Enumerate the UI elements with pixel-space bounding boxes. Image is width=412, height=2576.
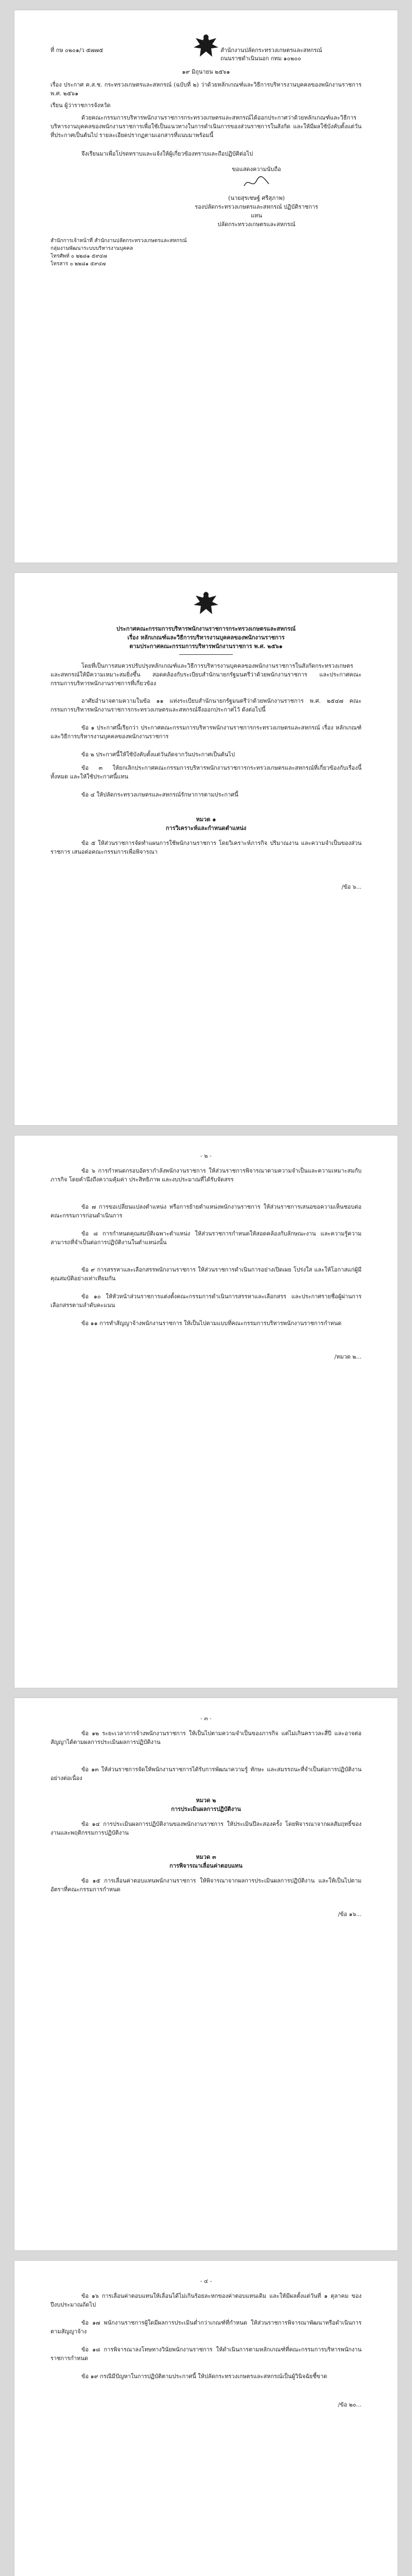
- continuation-marker: /ข้อ ๑๖...: [338, 1911, 362, 1918]
- chapter-title-2: การพิจารณาเลื่อนค่าตอบแทน: [169, 1862, 243, 1869]
- handwritten-signature-icon: [241, 174, 272, 191]
- clause-2: ข้อ ๒ ประกาศนี้ให้ใช้บังคับตั้งแต่วันถัดจากวันประกาศเป็นต้นไป: [81, 751, 235, 758]
- signer-name: (นายสุรเชษฐ์ ศรีสุภาพ): [228, 195, 285, 201]
- document-page-5: [14, 2261, 398, 2576]
- page-number: - ๒ -: [200, 1153, 212, 1159]
- clause-17: ข้อ ๑๗ พนักงานราชการผู้ใดมีผลการประเมินต่ำกว่าเกณฑ์ที่กำหนด ให้ส่วนราชการพิจารณาพัฒนาหรือดำเนินการตามสัญญาจ้าง: [50, 2319, 362, 2335]
- letter-subject: เรื่อง ประกาศ ค.ส.ช. กระทรวงเกษตรและสหกรณ์ (ฉบับที่ ๒) ว่าด้วยหลักเกณฑ์และวิธีการบริหารงานบุคคลของพนักงานราชการ พ.ศ. ๒๕๖๑: [50, 81, 362, 97]
- chapter-heading-2: หมวด ๓: [196, 1854, 216, 1860]
- issuer-line: สำนักงานปลัดกระทรวงเกษตรและสหกรณ์: [220, 47, 322, 54]
- letter-body-2: จึงเรียนมาเพื่อโปรดทราบและแจ้งให้ผู้เกี่ยวข้องทราบและถือปฏิบัติต่อไป: [81, 150, 253, 157]
- chapter-title: การวิเคราะห์และกำหนดตำแหน่ง: [165, 825, 247, 832]
- document-page-4: [14, 1698, 398, 2250]
- chapter-heading: หมวด ๒: [196, 1797, 216, 1804]
- closing-text: ขอแสดงความนับถือ: [232, 166, 281, 173]
- footer-phone: โทรศัพท์ ๐ ๒๒๘๑ ๕๙๔๗: [50, 253, 107, 259]
- clause-13: ข้อ ๑๓ ให้ส่วนราชการจัดให้พนักงานราชการได้รับการพัฒนาความรู้ ทักษะ และสมรรถนะที่จำเป็นต่อการปฏิบัติงานอย่างต่อเนื่อง: [50, 1766, 362, 1782]
- clause-12: ข้อ ๑๒ ระยะเวลาการจ้างพนักงานราชการ ให้เป็นไปตามความจำเป็นของภารกิจ แต่ไม่เกินคราวละสี่ปี และอาจต่อสัญญาได้ตามผลการประเมินผลการปฏิบัติงาน: [50, 1730, 362, 1745]
- clause-11: ข้อ ๑๑ การทำสัญญาจ้างพนักงานราชการ ให้เป็นไปตามแบบที่คณะกรรมการบริหารพนักงานราชการกำหนด: [81, 1320, 342, 1327]
- continuation-marker: /หมวด ๒...: [334, 1353, 362, 1360]
- letter-recipient: เรียน ผู้ว่าราชการจังหวัด: [50, 102, 111, 109]
- page-number: - ๔ -: [200, 2278, 212, 2284]
- clause-3: ข้อ ๓ ให้ยกเลิกประกาศคณะกรรมการบริหารพนักงานราชการกระทรวงเกษตรและสหกรณ์ที่เกี่ยวข้องกับเรื่องนี้ทั้งหมด และให้ใช้ประกาศนี้แทน: [50, 765, 362, 780]
- footer-fax: โทรสาร ๐ ๒๒๘๑ ๕๙๔๗: [50, 261, 106, 267]
- chapter-heading: หมวด ๑: [196, 816, 216, 823]
- document-page-3: [14, 1136, 398, 1688]
- clause-8: ข้อ ๘ การกำหนดคุณสมบัติเฉพาะตำแหน่ง ให้ส่วนราชการกำหนดให้สอดคล้องกับลักษณะงาน และความรู้ความสามารถที่จำเป็นต่อการปฏิบัติงานในตำแหน่งนั้น: [50, 1230, 362, 1246]
- signer-title-1: รองปลัดกระทรวงเกษตรและสหกรณ์ ปฏิบัติราชการแทน: [195, 204, 318, 219]
- announcement-title-3: ตามประกาศคณะกรรมการบริหารพนักงานราชการ พ.ศ. ๒๕๖๑: [129, 643, 283, 650]
- clause-19: ข้อ ๑๙ กรณีมีปัญหาในการปฏิบัติตามประกาศนี้ ให้ปลัดกระทรวงเกษตรและสหกรณ์เป็นผู้วินิจฉัยชี้ขาด: [81, 2373, 328, 2380]
- clause-6: ข้อ ๖ การกำหนดกรอบอัตรากำลังพนักงานราชการ ให้ส่วนราชการพิจารณาตามความจำเป็นและความเหมาะสมกับภารกิจ โดยคำนึงถึงความคุ้มค่า ประสิทธิภาพ และงบประมาณที่ได้รับจัดสรร: [50, 1167, 362, 1183]
- footer-office: สำนักการเจ้าหน้าที่ สำนักงานปลัดกระทรวงเกษตรและสหกรณ์: [50, 238, 187, 244]
- letter-body-1: ด้วยคณะกรรมการบริหารพนักงานราชการกระทรวงเกษตรและสหกรณ์ได้ออกประกาศว่าด้วยหลักเกณฑ์และวิธีการบริหารงานบุคคลของพนักงานราชการเพื่อใช้เป็นแนวทางในการดำเนินการของส่วนราชการในสังกัด และให้มีผลใช้บังคับตั้งแต่วันที่ประกาศเป็นต้นไป รายละเอียดปรากฏตามเอกสารที่แนบมาพร้อมนี้: [50, 114, 362, 139]
- clause-7: ข้อ ๗ การขอเปลี่ยนแปลงตำแหน่ง หรือการย้ายตำแหน่งพนักงานราชการ ให้ส่วนราชการเสนอขอความเห็นชอบต่อคณะกรรมการก่อนดำเนินการ: [50, 1204, 362, 1219]
- clause-14: ข้อ ๑๔ การประเมินผลการปฏิบัติงานของพนักงานราชการ ให้ประเมินปีละสองครั้ง โดยพิจารณาจากผลสัมฤทธิ์ของงานและพฤติกรรมการปฏิบัติงาน: [50, 1821, 362, 1836]
- garuda-emblem-icon: [192, 31, 220, 62]
- address-line: ถนนราชดำเนินนอก กทม ๑๐๒๐๐: [220, 55, 301, 62]
- clause-18: ข้อ ๑๘ การพิจารณาลงโทษทางวินัยพนักงานราชการ ให้ดำเนินการตามหลักเกณฑ์ที่คณะกรรมการบริหารพนักงานราชการกำหนด: [50, 2346, 362, 2362]
- letter-date: ๑๙ มิถุนายน ๒๕๖๑: [182, 69, 230, 75]
- signature-block: [190, 165, 323, 229]
- continuation-marker: /ข้อ ๖...: [341, 884, 362, 890]
- announcement-title-1: ประกาศคณะกรรมการบริหารพนักงานราชการกระทรวงเกษตรและสหกรณ์: [116, 625, 296, 632]
- clause-4: ข้อ ๔ ให้ปลัดกระทรวงเกษตรและสหกรณ์รักษาการตามประกาศนี้: [81, 791, 238, 798]
- preamble-2: อาศัยอำนาจตามความในข้อ ๑๑ แห่งระเบียบสำนักนายกรัฐมนตรีว่าด้วยพนักงานราชการ พ.ศ. ๒๕๔๗ คณะกรรมการบริหารพนักงานราชการกระทรวงเกษตรและสหกรณ์จึงออกประกาศไว้ ดังต่อไปนี้: [50, 698, 362, 713]
- footer-group: กลุ่มงานพัฒนาระบบบริหารงานบุคคล: [50, 246, 133, 251]
- document-page-1: [14, 10, 398, 563]
- footer-block: [50, 237, 187, 268]
- reference-number: ที่ กษ ๐๒๐๑/ว ๕๗๗๕: [50, 47, 104, 54]
- clause-10: ข้อ ๑๐ ให้หัวหน้าส่วนราชการแต่งตั้งคณะกรรมการดำเนินการสรรหาและเลือกสรร และประกาศรายชื่อผู้ผ่านการเลือกสรรตามลำดับคะแนน: [50, 1293, 362, 1309]
- garuda-emblem-icon: [192, 588, 220, 619]
- clause-1: ข้อ ๑ ประกาศนี้เรียกว่า ประกาศคณะกรรมการบริหารพนักงานราชการกระทรวงเกษตรและสหกรณ์ เรื่อง หลักเกณฑ์และวิธีการบริหารงานบุคคลของพนักงานราชการ: [50, 724, 362, 740]
- clause-5: ข้อ ๕ ให้ส่วนราชการจัดทำแผนการใช้พนักงานราชการ โดยวิเคราะห์ภารกิจ ปริมาณงาน และความจำเป็นของส่วนราชการ เสนอต่อคณะกรรมการเพื่อพิจารณา: [50, 840, 362, 855]
- preamble-1: โดยที่เป็นการสมควรปรับปรุงหลักเกณฑ์และวิธีการบริหารงานบุคคลของพนักงานราชการในสังกัดกระทรวงเกษตรและสหกรณ์ให้มีความเหมาะสมยิ่งขึ้น สอดคล้องกับระเบียบสำนักนายกรัฐมนตรีว่าด้วยพนักงานราชการ และประกาศคณะกรรมการบริหารพนักงานราชการที่เกี่ยวข้อง: [50, 663, 362, 687]
- title-divider: [179, 654, 233, 655]
- continuation-marker: /ข้อ ๒๐...: [338, 2401, 362, 2408]
- page-number: - ๓ -: [200, 1715, 212, 1722]
- clause-15: ข้อ ๑๕ การเลื่อนค่าตอบแทนพนักงานราชการ ให้พิจารณาจากผลการประเมินผลการปฏิบัติงาน และให้เป็นไปตามอัตราที่คณะกรรมการกำหนด: [50, 1877, 362, 1893]
- clause-9: ข้อ ๙ การสรรหาและเลือกสรรพนักงานราชการ ให้ส่วนราชการดำเนินการอย่างเปิดเผย โปร่งใส และให้โอกาสแก่ผู้มีคุณสมบัติอย่างเท่าเทียมกัน: [50, 1266, 362, 1282]
- signer-title-2: ปลัดกระทรวงเกษตรและสหกรณ์: [217, 221, 296, 228]
- announcement-title-2: เรื่อง หลักเกณฑ์และวิธีการบริหารงานบุคคลของพนักงานราชการ: [127, 634, 285, 641]
- document-page-2: [14, 573, 398, 1125]
- chapter-title: การประเมินผลการปฏิบัติงาน: [171, 1806, 241, 1812]
- clause-16: ข้อ ๑๖ การเลื่อนค่าตอบแทนให้เลื่อนได้ไม่เกินร้อยละหกของค่าตอบแทนเดิม และให้มีผลตั้งแต่วันที่ ๑ ตุลาคม ของปีงบประมาณถัดไป: [50, 2293, 362, 2308]
